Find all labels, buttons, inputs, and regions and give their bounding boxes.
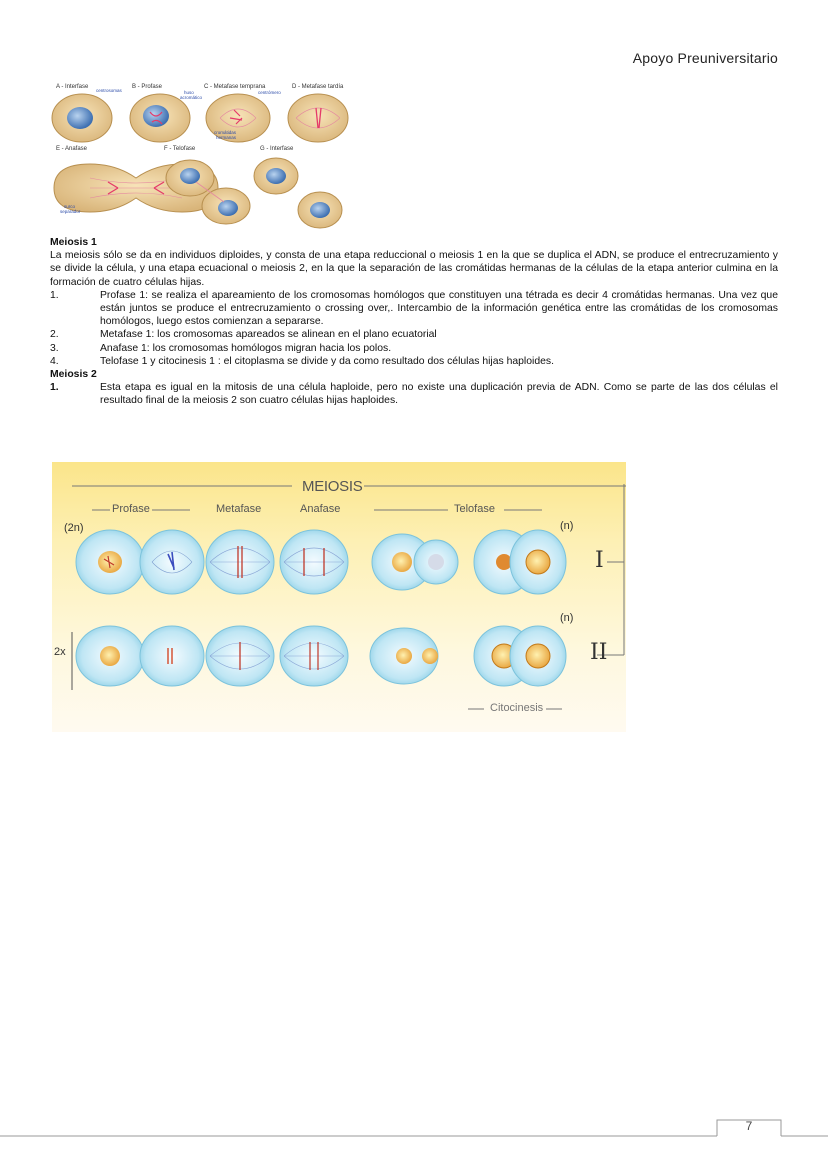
list-item [50, 381, 778, 407]
annotation-centrosomas: centrosomas [96, 88, 122, 93]
list-item [50, 342, 778, 355]
meiosis2-heading: Meiosis 2 [50, 369, 97, 381]
annotation-huso: huso [184, 90, 194, 95]
ploidy-n-top: (n) [560, 520, 574, 532]
meiosis-figure [52, 462, 626, 732]
ploidy-n-bottom: (n) [560, 612, 574, 624]
meiosis1-heading: Meiosis 1 [50, 237, 97, 248]
list-item-text: Telofase 1 y citocinesis 1 : el citoplasma se divide y da como resultado dos células hijas haploides. [100, 355, 554, 367]
stage-profase: Profase [112, 503, 150, 515]
roman-1: I [595, 548, 604, 573]
annotation-acromatico: acromático [180, 95, 203, 100]
text-block [50, 236, 778, 408]
header-title: Apoyo Preuniversitario [632, 50, 778, 66]
annotation-cromatidas: cromátidas [214, 130, 237, 135]
page-number: 7 [745, 1119, 753, 1133]
list-item-number: 4. [50, 355, 59, 367]
mitosis-label-a: A - Interfase [56, 84, 89, 90]
citocinesis-label: Citocinesis [490, 702, 544, 714]
list-item [50, 328, 778, 341]
mitosis-label-f: F - Telofase [164, 146, 196, 152]
annotation-separador: separador [60, 209, 81, 214]
annotation-centromero: centrómero [258, 90, 281, 95]
row2-label: 2x [54, 646, 66, 658]
meiosis1-intro: La meiosis sólo se da en individuos diploides, y consta de una etapa reduccional o meiosis 1 en la que se duplica el ADN, se produce el entrecruzamiento y se divide la célula, y una etapa ecuacional o meiosis 2, en la que la separación de las cromátidas hermanas de la células de la etapa anterior culmina en la formación de cuatro células hijas. [50, 250, 778, 288]
roman-2: II [590, 640, 608, 665]
mitosis-label-e: E - Anafase [56, 146, 88, 152]
mitosis-label-g: G - Interfase [260, 146, 294, 152]
list-item [50, 289, 778, 329]
mitosis-figure [50, 82, 360, 234]
annotation-hermanas: hermanas [216, 135, 237, 140]
list-item-number: 3. [50, 342, 59, 354]
mitosis-illustration [50, 82, 360, 234]
list-item-number: 1. [50, 382, 59, 394]
list-item [50, 355, 778, 368]
meiosis-row-2 [76, 626, 566, 686]
list-item-text: Metafase 1: los cromosomas apareados se alinean en el plano ecuatorial [100, 329, 437, 341]
ploidy-2n: (2n) [64, 522, 84, 534]
list-item-number: 2. [50, 329, 59, 341]
list-item-text: Esta etapa es igual en la mitosis de una célula haploide, pero no existe una duplicación previa de ADN. Como se parte de las dos células el resultado final de la meiosis 2 son cuatro células hijas haploides. [100, 382, 778, 407]
meiosis-title: MEIOSIS [302, 478, 363, 495]
mitosis-label-c: C - Metafase temprana [204, 84, 266, 90]
list-item-number: 1. [50, 289, 59, 301]
list-item-text: Anafase 1: los cromosomas homólogos migran hacia los polos. [100, 342, 392, 354]
mitosis-label-d: D - Metafase tardía [292, 84, 344, 90]
stage-anafase: Anafase [300, 503, 341, 515]
stage-metafase: Metafase [216, 503, 262, 515]
stage-telofase: Telofase [454, 503, 495, 515]
mitosis-label-b: B - Profase [132, 84, 163, 90]
annotation-surco: surco [64, 204, 76, 209]
list-item-text: Profase 1: se realiza el apareamiento de los cromosomas homólogos que constituyen una tétrada es decir 4 cromátidas hermanas. Una vez que están juntos se produce el entrecruzamiento o crossing over,. Intercambio de la información genética entre las cromátidas de los cromosomas homólogos, luego estos comienzan a separarse. [100, 289, 778, 328]
meiosis-row-1 [76, 530, 566, 594]
page-footer-rule [0, 1118, 828, 1148]
